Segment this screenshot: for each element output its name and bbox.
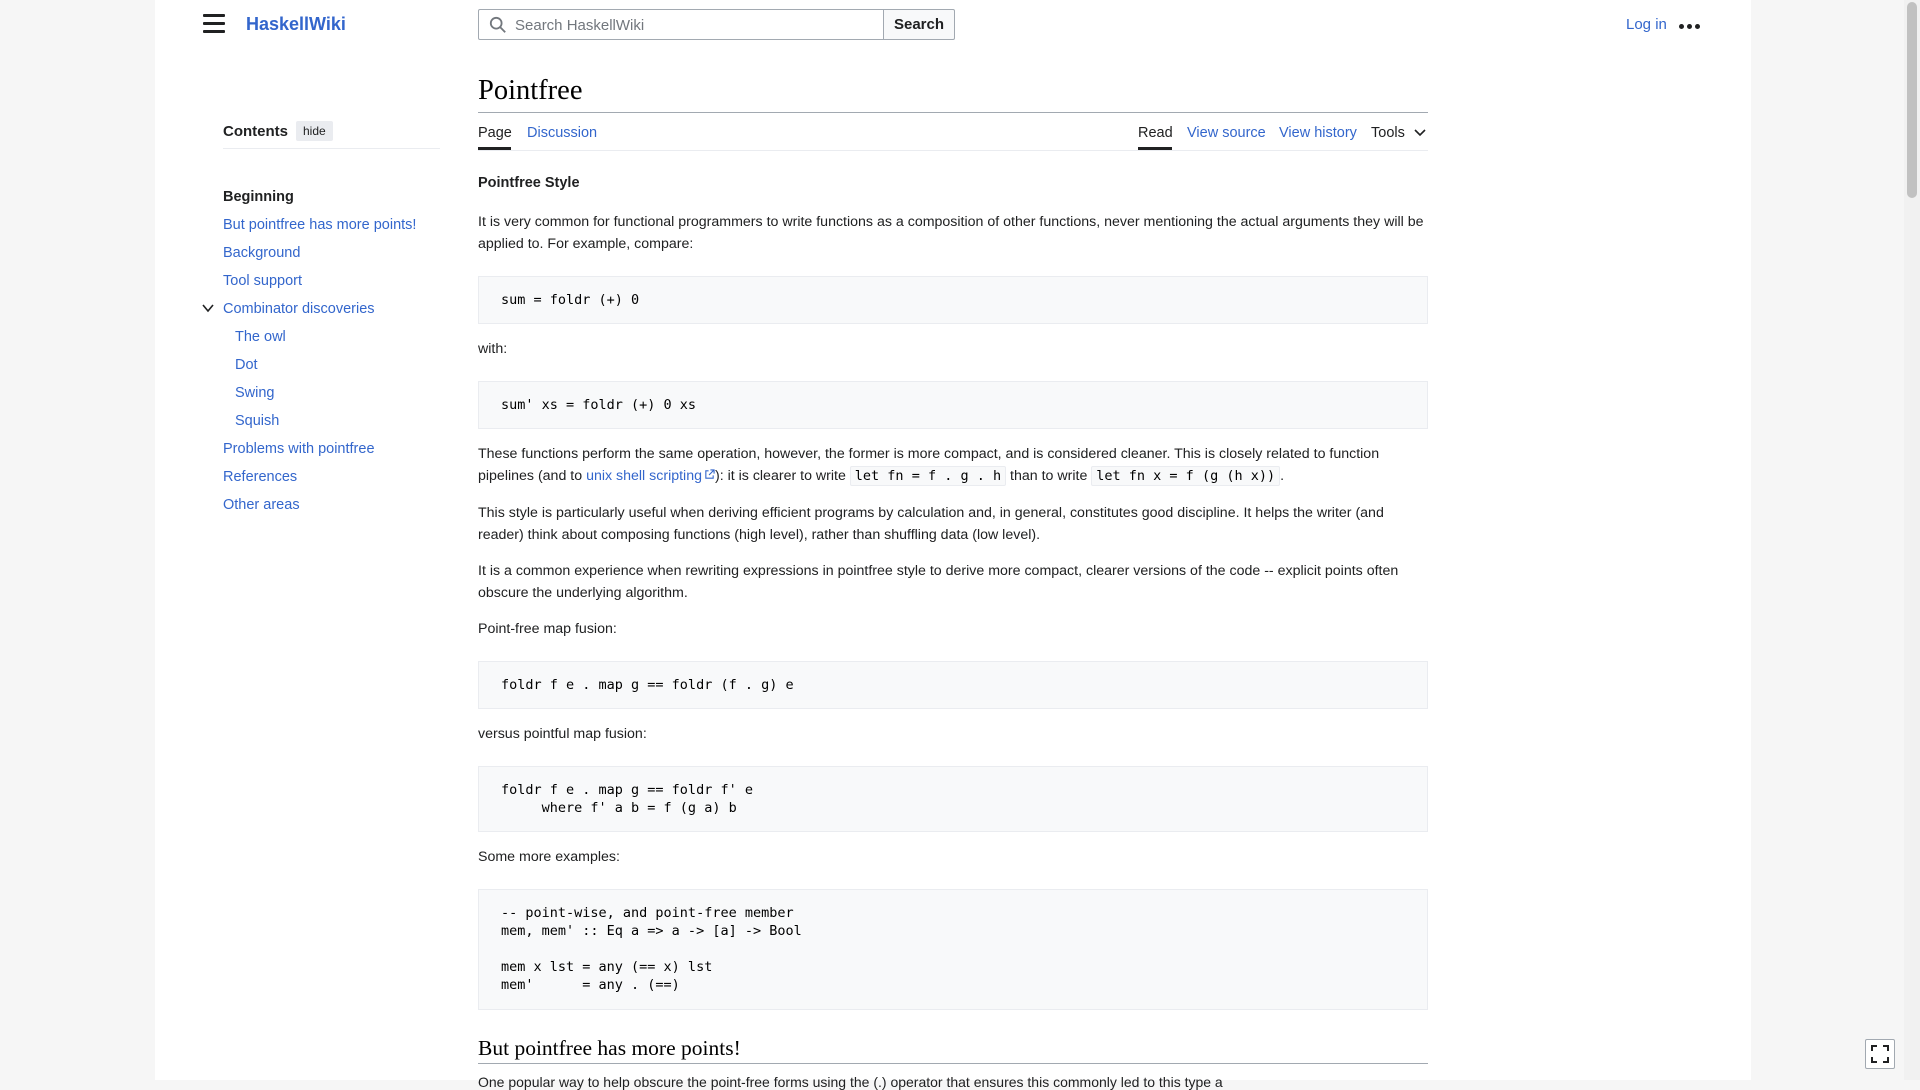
fullscreen-button[interactable] (1865, 1039, 1895, 1069)
code-block-sum: sum = foldr (+) 0 (478, 276, 1428, 324)
partial-text-line: One popular way to help obscure the point-free forms using the (.) operator that ensures this commonly led to this type a (478, 1074, 1223, 1090)
section-heading-more-points: But pointfree has more points! (478, 1036, 1428, 1064)
code-block-member: -- point-wise, and point-free member mem, mem' :: Eq a => a -> [a] -> Bool mem x lst = any (== x) lst mem' = any . (==) (478, 889, 1428, 1010)
tab-read-indicator (1138, 147, 1172, 150)
toc-title: Contents (223, 123, 288, 140)
tab-page[interactable]: Page (478, 125, 512, 141)
paragraph-pipelines (478, 443, 1428, 487)
code-block-sum-prime: sum' xs = foldr (+) 0 xs (478, 381, 1428, 429)
toc-item-the-owl[interactable]: The owl (235, 329, 286, 345)
toc-item-dot[interactable]: Dot (235, 357, 258, 373)
tab-discussion[interactable]: Discussion (527, 125, 598, 141)
tabs-divider (478, 150, 1428, 151)
paragraph-with: with: (478, 341, 508, 357)
login-link[interactable]: Log in (1626, 16, 1667, 33)
table-of-contents (223, 120, 440, 513)
toc-item-squish[interactable]: Squish (235, 413, 280, 429)
toc-item-tool-support[interactable]: Tool support (223, 273, 302, 289)
toc-collapse-chevron-icon[interactable] (201, 301, 215, 315)
tab-page-indicator (478, 147, 511, 150)
paragraph-experience: It is a common experience when rewriting expressions in pointfree style to derive more compact, clearer versions of the code -- explicit points often obscure the underlying algorithm. (478, 563, 1399, 601)
search-icon (489, 16, 507, 34)
search-box (478, 9, 884, 40)
toc-item-swing[interactable]: Swing (235, 385, 275, 401)
toc-item-background[interactable]: Background (223, 245, 301, 261)
tools-chevron-down-icon[interactable] (1413, 128, 1427, 138)
paragraph-pipelines-text-3: than to write (1006, 468, 1092, 484)
unix-shell-scripting-label: unix shell scripting (586, 468, 702, 484)
paragraph-pipelines-text-1: These functions perform the same operation, however, the former is more compact, and is considered cleaner. This is closely related to function pipelines (and to (478, 446, 1380, 484)
paragraph-pointful-fusion: versus pointful map fusion: (478, 726, 647, 742)
tab-view-history[interactable]: View history (1279, 125, 1357, 141)
search-button[interactable]: Search (883, 9, 955, 40)
page-container (155, 0, 1751, 1090)
tab-tools[interactable]: Tools (1371, 125, 1405, 141)
fullscreen-icon (1866, 1040, 1894, 1068)
page-title: Pointfree (478, 75, 583, 106)
toc-item-combinator-discoveries[interactable]: Combinator discoveries (223, 301, 375, 317)
code-block-pointfree-fusion: foldr f e . map g == foldr (f . g) e (478, 661, 1428, 709)
toc-item-problems[interactable]: Problems with pointfree (223, 441, 375, 457)
title-divider (478, 112, 1428, 113)
more-options-icon[interactable] (1679, 16, 1705, 32)
paragraph-pipelines-text-2: ): it is clearer to write (714, 468, 850, 484)
unix-shell-scripting-link[interactable] (586, 468, 715, 484)
tab-read[interactable]: Read (1138, 125, 1173, 141)
paragraph-intro: It is very common for functional programmers to write functions as a composition of other functions, never mentioning the actual arguments they will be applied to. For example, compare: (478, 214, 1424, 252)
toc-hide-button[interactable]: hide (296, 121, 333, 141)
toc-item-other-areas[interactable]: Other areas (223, 497, 300, 513)
inline-code-pointful: let fn x = f (g (h x)) (1091, 466, 1280, 486)
external-link-icon (704, 469, 715, 480)
code-block-pointful-fusion: foldr f e . map g == foldr f' e where f' a b = f (g a) b (478, 766, 1428, 832)
paragraph-pipelines-text-4: . (1280, 468, 1285, 484)
toc-item-references[interactable]: References (223, 469, 298, 485)
inline-code-composition: let fn = f . g . h (850, 466, 1006, 486)
paragraph-discipline: This style is particularly useful when deriving efficient programs by calculation and, in general, constitutes good discipline. It helps the writer (and reader) think about composing functions (high level), rather than shuffling data (low level). (478, 505, 1384, 543)
paragraph-more-examples: Some more examples: (478, 849, 620, 865)
scrollbar-thumb[interactable] (1907, 2, 1917, 198)
toc-header (223, 120, 440, 149)
main-menu-icon[interactable] (203, 14, 225, 34)
paragraph-map-fusion: Point-free map fusion: (478, 621, 617, 637)
site-logo[interactable]: HaskellWiki (246, 14, 346, 34)
toc-item-beginning[interactable]: Beginning (223, 189, 294, 205)
tab-view-source[interactable]: View source (1187, 125, 1266, 141)
search-input[interactable] (513, 10, 877, 41)
subheading: Pointfree Style (478, 175, 580, 191)
toc-item-more-points[interactable]: But pointfree has more points! (223, 217, 417, 233)
